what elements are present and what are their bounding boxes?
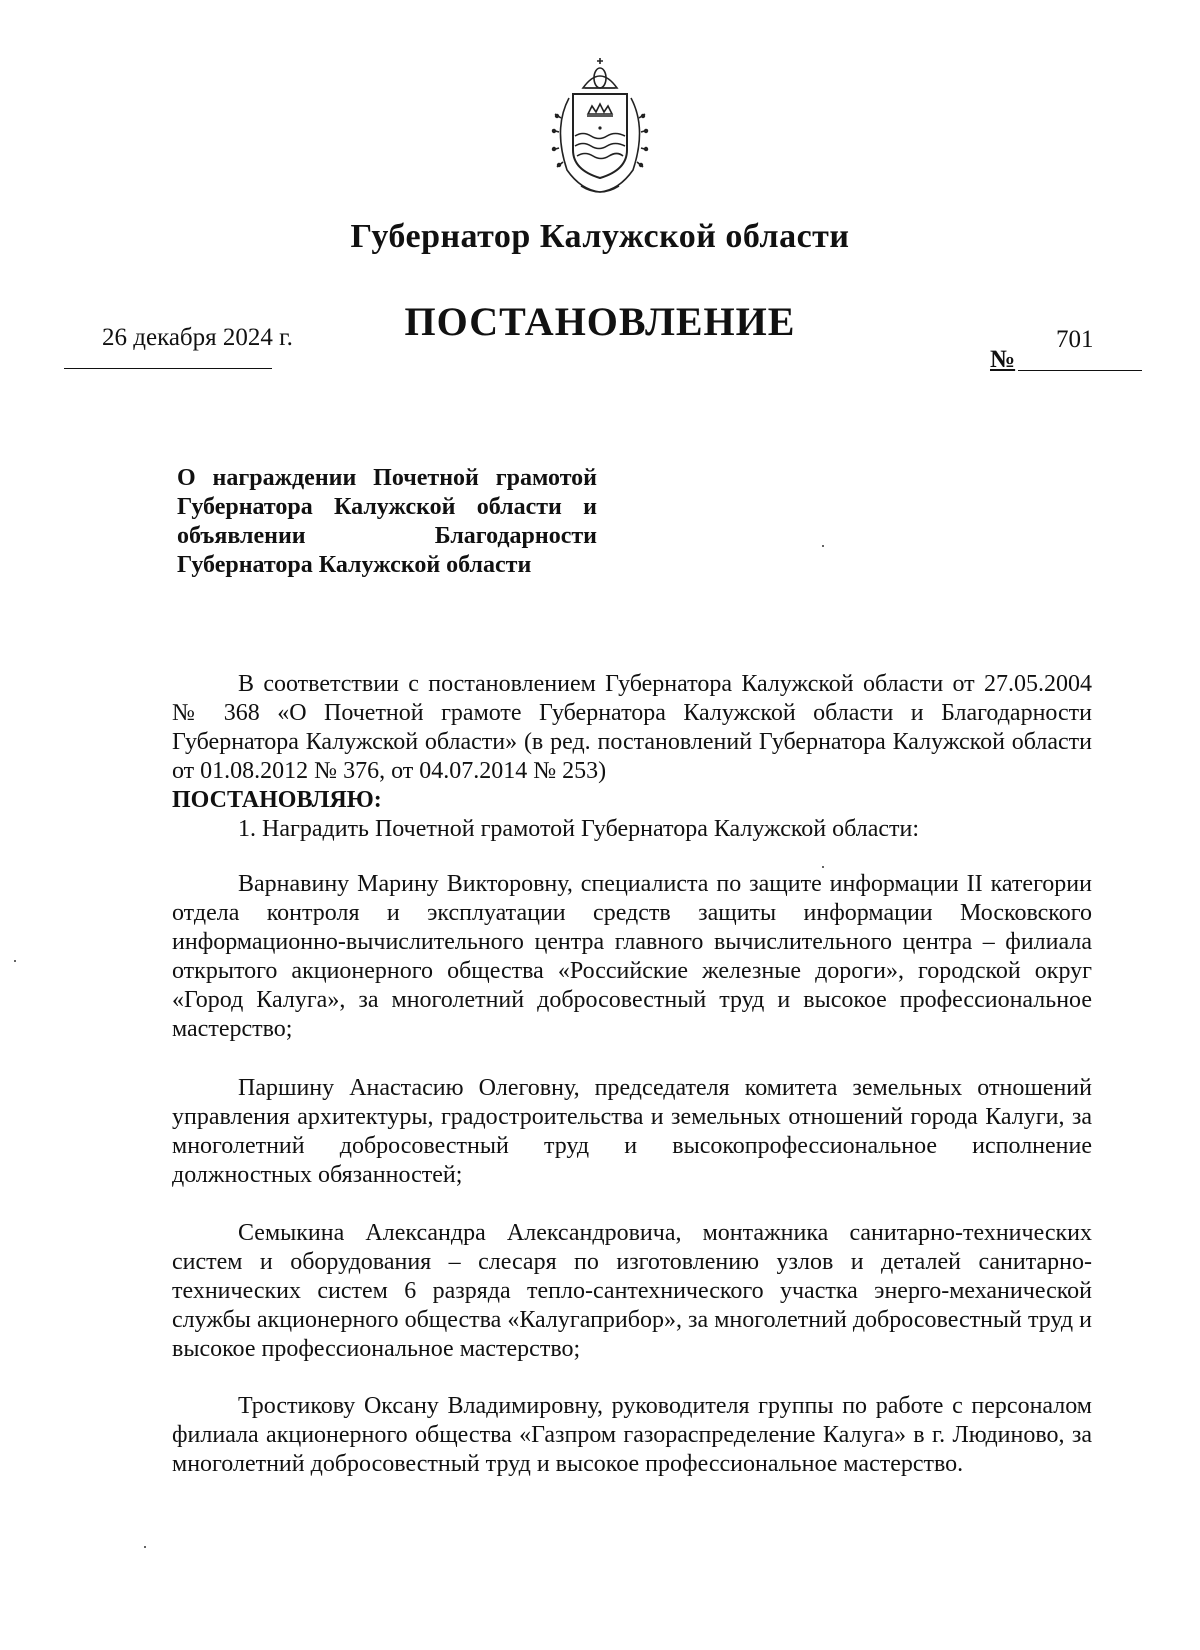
document-date: 26 декабря 2024 г. xyxy=(102,324,293,351)
document-type: ПОСТАНОВЛЕНИЕ xyxy=(404,299,796,344)
scan-speck xyxy=(144,1546,146,1548)
awardee-paragraph: Семыкина Александра Александровича, монтажника санитарно-технических систем и оборудования – слесаря по изготовлению узлов и деталей санитарно-технических систем 6 разряда тепло-сантехнического участка энерго-механической службы акционерного общества «Калугаприбор», за многолетний добросовестный труд и высокое профессиональное мастерство; xyxy=(172,1220,1092,1362)
date-underline xyxy=(64,368,272,369)
document-subject: О награждении Почетной грамотой Губернатора Калужской области и объявлении Благодарности Губернатора Калужской области xyxy=(177,465,597,578)
item-1: 1. Наградить Почетной грамотой Губернатора Калужской области: xyxy=(238,816,920,842)
scan-speck xyxy=(822,545,824,547)
awardee-paragraph: Паршину Анастасию Олеговну, председателя комитета земельных отношений управления архитектуры, градостроительства и земельных отношений города Калуги, за многолетний добросовестный труд и высокопрофессиональное исполнение должностных обязанностей; xyxy=(172,1075,1092,1188)
authority-title: Губернатор Калужской области xyxy=(350,218,850,255)
document-number: 701 xyxy=(1056,326,1094,353)
number-underline xyxy=(1018,370,1142,371)
awardee-paragraph: Варнавину Марину Викторовну, специалиста по защите информации II категории отдела контроля и эксплуатации средств защиты информации Московского информационно-вычислительного центра главного вычислительного центра – филиала открытого акционерного общества «Российские железные дороги», городской округ «Город Калуга», за многолетний добросовестный труд и высокое профессиональное мастерство; xyxy=(172,871,1092,1042)
awardee-paragraph: Тростикову Оксану Владимировну, руководителя группы по работе с персоналом филиала акционерного общества «Газпром газораспределение Калуга» в г. Людиново, за многолетний добросовестный труд и высокое профессиональное мастерство. xyxy=(172,1393,1092,1477)
preamble-block xyxy=(172,670,1092,815)
preamble-text: В соответствии с постановлением Губернатора Калужской области от 27.05.2004 № 368 «О Почетной грамоте Губернатора Калужской области и Благодарности Губернатора Калужской области» (в ред. постановлений Губернатора Калужской области от 01.08.2012 № 376, от 04.07.2014 № 253) xyxy=(172,671,1092,784)
scan-speck xyxy=(822,866,824,868)
scan-speck xyxy=(14,960,16,962)
kaluga-oblast-coat-of-arms-icon xyxy=(545,58,655,198)
decree-word: ПОСТАНОВЛЯЮ: xyxy=(172,787,382,813)
number-sign: № xyxy=(990,346,1016,373)
